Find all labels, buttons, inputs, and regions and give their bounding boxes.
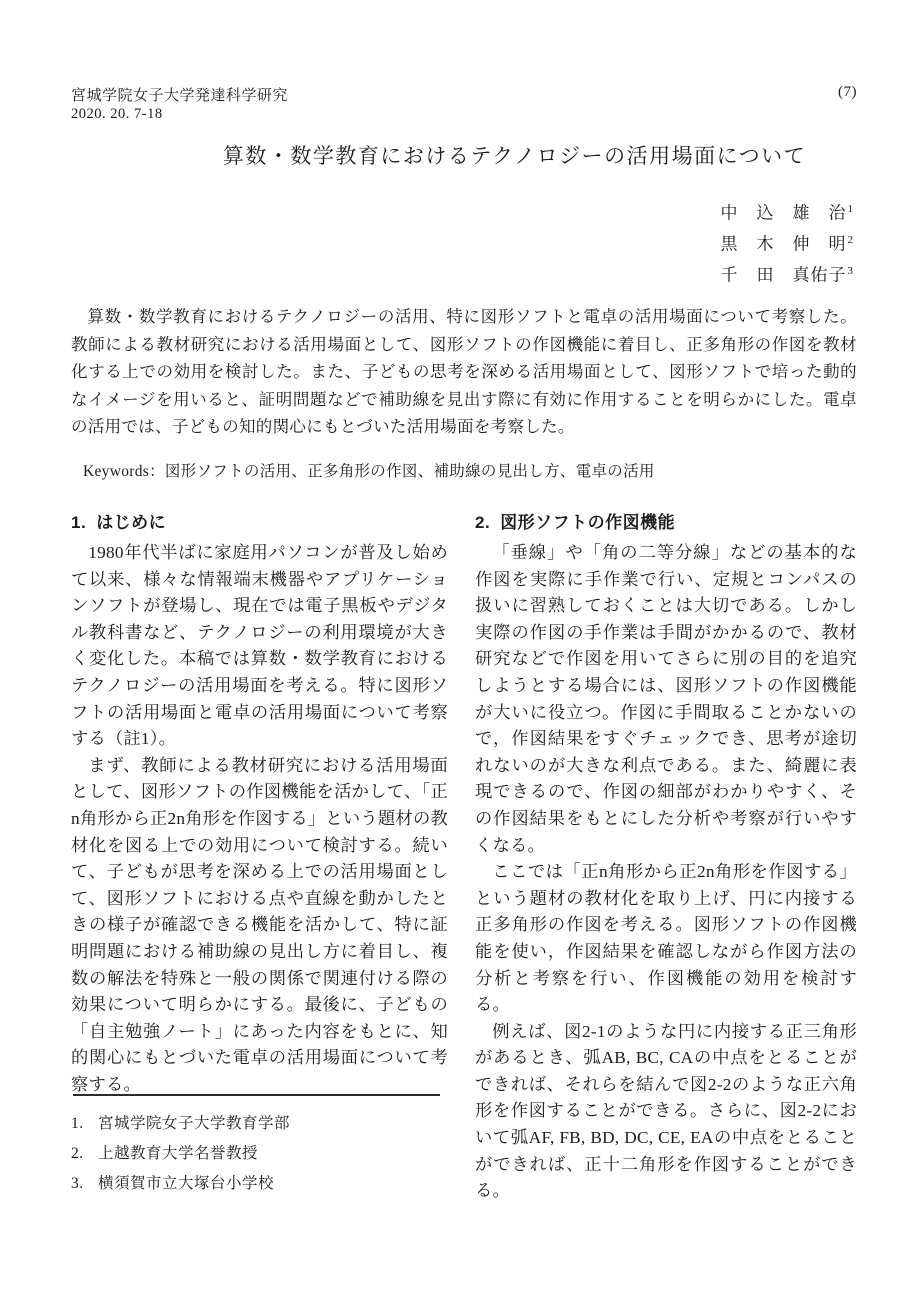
footnote-block	[71, 1094, 446, 1199]
journal-title: 宮城学院女子大学発達科学研究	[71, 88, 289, 104]
paragraph: 「垂線」や「角の二等分線」などの基本的な作図を実際に手作業で行い、定規とコンパスの扱いに習熟しておくことは大切である。しかし実際の作図の手作業は手間がかかるので、教材研究などで作図を用いてさらに別の目的を追究しようとする場合には、図形ソフトの作図機能が大いに役立つ。作図に手間取ることかないので，作図結果をすぐチェックでき、思考が途切れないのが大きな利点である。また、綺麗に表現できるので、作図の細部がわかりやすく、その作図結果をもとにした分析や考察が行いやすくなる。	[475, 543, 857, 855]
footnote-number: 1.	[71, 1115, 84, 1132]
paragraph: 1980年代半ばに家庭用パソコンが普及し始めて以来、様々な情報端末機器やアプリケーションソフトが登場し、現在では電子黒板やデジタル教科書など、テクノロジーの利用環境が大きく変化した。本稿では算数・数学教育におけるテクノロジーの活用場面を考える。特に図形ソフトの活用場面と電卓の活用場面について考察する（註1）。	[71, 543, 448, 749]
author-line	[721, 258, 854, 289]
author-footnote-ref: 2	[847, 234, 853, 247]
section-heading	[71, 508, 448, 533]
author-name: 千 田 真佑子	[720, 265, 847, 285]
footnote-number: 2.	[71, 1145, 84, 1162]
issue-info: 2020. 20. 7-18	[71, 106, 163, 122]
section-heading-text: 図形ソフトの作図機能	[500, 513, 676, 532]
article-title: 算数・数学教育におけるテクノロジーの活用場面について	[222, 144, 807, 168]
footnote-item	[71, 1109, 446, 1139]
section-drawing-functions	[475, 508, 857, 1205]
page-number: (7)	[838, 84, 857, 100]
footnote-text: 宮城学院女子大学教育学部	[98, 1115, 291, 1132]
footnote-text: 上越教育大学名誉教授	[98, 1145, 259, 1162]
author-name: 中 込 雄 治	[720, 203, 847, 223]
author-name: 黒 木 伸 明	[720, 234, 847, 254]
section-number: 2.	[475, 513, 491, 532]
section-heading	[475, 508, 857, 533]
section-number: 1.	[71, 513, 87, 532]
footnote-number: 3.	[71, 1175, 84, 1192]
footnote-item	[71, 1139, 446, 1169]
paragraph: まず、教師による教材研究における活用場面として、図形ソフトの作図機能を活かして、「正n角形から正2n角形を作図する」という題材の教材化を図る上での効用について検討する。続いて、子どもが思考を深める上での活用場面として、図形ソフトにおける点や直線を動かしたときの様子が確認できる機能を活かして、特に証明問題における補助線の見出し方に着目し、複数の解法を特殊と一般の関係で関連付ける際の効果について明らかにする。最後に、子どもの「自主勉強ノート」にあった内容をもとに、知的関心にもとづいた電卓の活用場面について考察する。	[71, 755, 448, 1094]
page-header	[71, 84, 857, 105]
section-heading-text: はじめに	[96, 513, 167, 532]
author-footnote-ref: 3	[847, 265, 853, 278]
author-footnote-ref: 1	[847, 203, 853, 215]
paragraph: 例えば、図2-1のような円に内接する正三角形があるとき、弧AB, BC, CAの中点をとることができれば、それらを結んで図2-2のような正六角形を作図することができる。さらに、図2-2において弧AF, FB, BD, DC, CE, EAの中点をとることができれば、正十二角形を作図することができる。	[475, 1021, 857, 1201]
abstract: 算数・数学教育におけるテクノロジーの活用、特に図形ソフトと電卓の活用場面について考察した。教師による教材研究における活用場面として、図形ソフトの作図機能に着目し、正多角形の作図を教材化する上での効用を検討した。また、子どもの思考を深める活用場面として、図形ソフトで培った動的なイメージを用いると、証明問題などで補助線を見出す際に有効に作用することを明らかにした。電卓の活用では、子どもの知的関心にもとづいた活用場面を考察した。	[71, 307, 857, 437]
footnote-text: 横須賀市立大塚台小学校	[98, 1175, 275, 1192]
footnote-item	[71, 1169, 446, 1199]
paragraph: ここでは「正n角形から正2n角形を作図する」という題材の教材化を取り上げ、円に内接する正多角形の作図を考える。図形ソフトの作図機能を使い，作図結果を確認しながら作図方法の分析と考察を行い、作図機能の効用を検討する。	[475, 862, 857, 1015]
author-line	[721, 227, 854, 258]
author-line	[721, 196, 854, 227]
keywords-line: Keywords：図形ソフトの活用、正多角形の作図、補助線の見出し方、電卓の活用	[83, 463, 655, 480]
author-block	[721, 196, 854, 289]
footnote-divider	[73, 1094, 440, 1096]
